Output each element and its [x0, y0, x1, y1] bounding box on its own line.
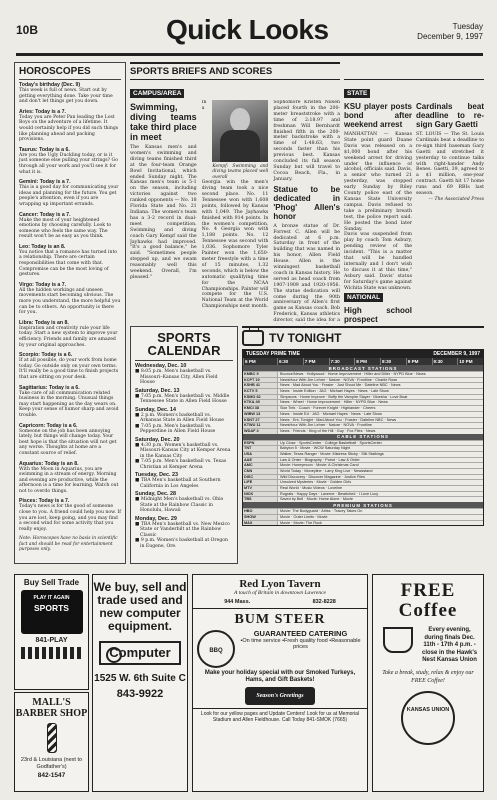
free-coffee-title: FREE Coffee: [398, 580, 458, 621]
state-credit: — The Associated Press: [428, 196, 484, 202]
calendar-event: ■ 7:05 p.m. Men's basketball vs. Texas Christian at Kemper Arena: [135, 459, 233, 470]
time-slot: 9 PM: [406, 358, 432, 365]
channel-name: KSHB 41: [243, 383, 277, 388]
horoscope-entry: [19, 352, 121, 380]
horoscope-text: This is a good day for communicating your ideas and planning for the future. You get people's attention, even if you are wrapping up important errands.: [19, 185, 119, 207]
kansas-union-seal: KANSAS UNION: [401, 691, 455, 745]
tv-section-header: BROADCAST STATIONS: [243, 365, 483, 371]
horoscope-text: Inspiration and creativity rule your life today. Start a new system to improve your efficiency. Friends and family are amazed by your original approaches.: [19, 325, 118, 348]
computer-phone: 843-9922: [116, 688, 164, 700]
page-header: [16, 10, 483, 56]
calendar-event: ■ 7:05 p.m. Men's basketball vs. Pepperdine in Allen Field House: [135, 424, 233, 435]
time-slot: 7:30: [329, 358, 355, 365]
program-listing: Star Trek · Coach · Forever Knight · Highlander · Cheers: [277, 406, 483, 411]
program-listing: Movie: Honeymoon · Movie: A Christmas Carol: [277, 463, 483, 468]
tv-channel-row: [243, 491, 483, 497]
barber-shop-name: MALL'S BARBER SHOP: [15, 697, 88, 719]
cardinals-story: ST. LOUIS — The St. Louis Cardinals beat a deadline to re-sign third baseman Gary Gaetti and stretched it yesterday to continue talks with right-hander Andy Benes. Gaetti, 39, agreed to a $1 million, one-year contract. Gaetti hit 17 home runs and 69 RBIs last season.: [416, 132, 484, 197]
tv-listings: [243, 365, 483, 525]
swim-story-part-1: The Kansas men's and women's swimming and diving teams finished third at the four-team Orange Bowl Invitational, which ended Sunday night. The Kansas men's team is 5-1 on the season, including victories against two ranked opponents — No. 18 Florida State and No. 21 Indiana. The women's team has a 3-2 record in dual-meet competition. Swimming and diving coach Gary Kempf said the Jayhawks had improved. "It's a good balance," he said. "Sometimes people stepped up, and we swam reasonably well this weekend. Overall, I'm pleased.": [130, 145, 197, 280]
program-listing: News · Inside Ed · JAG · Michael Hayes · News · Late Show: [277, 412, 483, 417]
state-columns: [344, 100, 484, 324]
channel-name: KMCI 38: [243, 406, 277, 411]
logo-line-1: PLAY IT AGAIN: [33, 595, 70, 601]
briefs-column-1: [130, 100, 197, 324]
channel-name: TNT: [243, 446, 277, 451]
horoscope-text: All the hidden workings and unseen movements start becoming obvious. The more you understand, the more helpful you can be to others. An opportunity is there for you.: [19, 287, 121, 316]
calendar-title: [135, 331, 233, 361]
tv-channel-row: [243, 417, 483, 423]
tavern-block: [193, 575, 367, 609]
bbq-badge-icon: BBQ: [197, 630, 235, 668]
television-icon: [242, 330, 264, 346]
channel-name: KTWU 11: [243, 423, 277, 428]
tv-channel-row: [243, 399, 483, 405]
program-listing: News · Friends · King of the Hill · Guy · Fox Files · News: [277, 429, 483, 434]
tv-channel-row: [243, 508, 483, 514]
tavern-contact: [193, 599, 367, 605]
horoscope-entry: [19, 498, 121, 532]
catering-services: •On time service •Fresh quality food •Reasonable prices: [240, 637, 361, 651]
horoscope-entry: [19, 461, 121, 495]
tv-channel-row: [243, 411, 483, 417]
tv-channel-row: [243, 468, 483, 474]
catering-info: [238, 630, 363, 668]
horoscope-entry: [19, 423, 121, 457]
tv-channel-row: [243, 422, 483, 428]
horoscope-sign: Capricorn: Today is a 6.: [19, 422, 78, 429]
program-listing: World Today · Moneyline · Larry King Live · Newsstand: [277, 469, 483, 474]
play-it-again-logo: [21, 590, 83, 634]
sports-calendar: [130, 326, 238, 564]
holiday-promo: Make your holiday special with our Smoked Turkeys, Hams, and Gift Baskets!: [204, 669, 356, 683]
calendar-event: ■ TBA Men's basketball at Southern California in Los Angeles: [135, 478, 233, 489]
tv-grid: [242, 349, 484, 526]
tv-header: [242, 326, 484, 346]
calendar-event: ■ 9 p.m. Women's basketball at Oregon in Eugene, Ore.: [135, 538, 233, 549]
time-slot: 10 PM: [457, 358, 483, 365]
tavern-tagline: A touch of Britain in downtown Lawrence: [234, 590, 326, 596]
campus-area-label: CAMPUS/AREA: [130, 89, 184, 98]
horoscope-entry: [19, 82, 121, 105]
tv-channel-row: [243, 496, 483, 502]
swim-story-part-2: In a Georgia win the men's diving team took a nice second place. No. 11 Tennessee won with 1,608 points, followed by Kansas with 1,049. The Jayhawks finished with 914 points. In the women's competition, No. 4 Georgia won with 1,188 points. No. 12 Tennessee was second with 1,036. Sophomore Tyler Painter won the 1,650-meter freestyle with a time of 15 minutes, 1.32 seconds, which is below the automatic qualifying time for the NCAA Championships. Painter will compete for the U.S. National Team at the World Championships next month.: [201, 100, 269, 310]
calendar-day: Wednesday, Dec. 10: [135, 363, 187, 369]
channel-name: SHOW: [243, 515, 277, 520]
program-listing: Bounce/News · Hollywood · Home Improvement · Hiller and Diller · NYPD Blue · News: [277, 372, 483, 377]
free-coffee-ad: [372, 574, 484, 792]
computer-logo: Computer: [99, 641, 181, 665]
horoscope-sign: Aries: Today is a 7.: [19, 108, 66, 115]
time-slot: 8:30: [380, 358, 406, 365]
horoscope-sign: Pisces: Today is a 7.: [19, 498, 70, 505]
briefs-column-3: [273, 100, 340, 324]
tv-channel-row: [243, 474, 483, 480]
calendar-day: Saturday, Dec. 20: [135, 436, 180, 443]
time-slot: 8 PM: [354, 358, 380, 365]
coffee-cup-icon: [383, 627, 413, 653]
photo-caption: Kempf: Swimming and diving teams placed well overall: [212, 164, 269, 180]
calendar-title-line-1: SPORTS: [157, 330, 211, 345]
tv-grid-date: DECEMBER 9, 1997: [433, 351, 480, 357]
program-listing: NewsHour With Jim Lehrer · Nature · NOVA · Frontline: [277, 423, 483, 428]
tavern-address: 944 Mass.: [224, 598, 251, 605]
computer-store-ad: [92, 574, 188, 792]
channel-name: HBO: [243, 509, 277, 514]
tv-channel-row: [243, 377, 483, 383]
photo-face: [230, 108, 250, 132]
program-listing: Up Close · SportsCenter · College Basketball · SportsCenter: [277, 441, 483, 446]
tv-channel-row: [243, 382, 483, 388]
tv-channel-row: [243, 445, 483, 451]
play-it-again-sports-ad: [14, 574, 89, 690]
channel-name: USA: [243, 452, 277, 457]
time-slot: 7 PM: [303, 358, 329, 365]
horoscope-sign: Taurus: Today is a 6.: [19, 146, 70, 153]
date: December 9, 1997: [417, 32, 483, 41]
decorative-strip: [21, 647, 83, 659]
calendar-day: Sunday, Dec. 14: [135, 406, 176, 413]
page-number: 10B: [16, 23, 39, 37]
channel-name: KSNT 27: [243, 418, 277, 423]
program-listing: Law & Order · Biography · Poirot · Law & Order: [277, 458, 483, 463]
horoscope-text: Today's news is for the good of someone close to you. A friend could help you now. If you are lost, keep going, and you may find a second wind for some activity that you really enjoy.: [19, 504, 121, 532]
briefs-title: SPORTS BRIEFS AND SCORES: [130, 62, 340, 80]
bum-steer-title: BUM STEER: [234, 611, 326, 627]
tv-tonight: [242, 326, 484, 564]
calendar-event: ■ 7:05 p.m. Men's basketball vs. Middle Tennessee State in Allen Field House: [135, 394, 233, 405]
calendar-event: ■ 8:05 p.m. Men's basketball vs. Missouri–Kansas City, Allen Field House: [135, 369, 233, 386]
horoscope-sign: Leo: Today is an 8.: [19, 243, 66, 250]
calendar-event: ■ 4:30 p.m. Women's basketball vs. Missouri-Kansas City at Kemper Arena in the Kansas City: [135, 443, 233, 460]
time-slot: 6:30: [277, 358, 303, 365]
channel-name: CNN: [243, 469, 277, 474]
calendar-day: Monday, Dec. 29: [135, 515, 177, 522]
program-listing: News · Ent. Tonight · Mad About You · Frasier · Dateline NBC · News: [277, 418, 483, 423]
program-listing: Unsolved Mysteries · Movie · Golden Girls: [277, 480, 483, 485]
cardinals-headline: Cardinals beat deadline to re-sign Gary Gaetti: [416, 102, 484, 129]
seasons-greetings-banner: Season's Greetings: [245, 687, 315, 705]
bum-steer-body: [193, 628, 367, 670]
time-slot: 6 PM: [243, 358, 277, 365]
channel-name: KCTV 5: [243, 389, 277, 394]
horoscope-sign: Sagittarius: Today is a 6.: [19, 384, 80, 391]
catering-guarantee: GUARANTEED CATERING: [253, 628, 348, 638]
swim-story-part-3: Sophomore Kristen Nilsen placed fourth in the 200-meter breaststroke with a time of 2:18.97 and freshman Will Bernhardt finished fifth in the 200-meter backstroke with a time of 1:48.63, two seconds faster than his previous best. Kansas concluded its fall season Sunday but will travel to Cocoa Beach, Fla., in January.: [273, 100, 340, 182]
computer-address: 1525 W. 6th Suite C: [94, 673, 186, 684]
time-slot: 9:30: [432, 358, 458, 365]
program-listing: Wild Discovery · Discover Magazine · Justice Files: [277, 475, 483, 480]
tv-channel-row: [243, 440, 483, 446]
program-listing: Walker, Texas Ranger · Movie: Mistress Sticky · Silk Stalkings: [277, 452, 483, 457]
statue-story: A bronze statue of Dr. Forrest C. Allen will be dedicated at 6 p.m. Saturday in front of the building that was named in his honor, Allen Field House. Allen is the winningest basketball coach in Kansas history. He served as head coach from 1907-1909 and 1920-1956. The statue dedication will come during the 90th anniversary of Allen's first game as Kansas coach. Bob Frederick, Kansas athletics director, said the idea for a: [273, 223, 340, 324]
ad-phone: 841-PLAY: [35, 637, 68, 644]
channel-name: LIFE: [243, 480, 277, 485]
channel-name: MAX: [243, 521, 277, 526]
program-listing: Movie · Outer Limits · Movie: [277, 515, 483, 520]
horoscope-sign: Gemini: Today is a 7.: [19, 179, 71, 186]
sports-briefs: [130, 62, 340, 324]
calendar-day: Tuesday, Dec. 23: [135, 472, 178, 478]
horoscope-text: You notice that a romance has turned into a relationship. There are certain responsibilities that come with that. Compromise can be the most loving of gestures.: [19, 249, 118, 278]
horoscope-list: [19, 82, 121, 532]
calendar-event: ■ Midnight Men's basketball vs. Ohio State at the Rainbow Classic in Honolulu, Hawaii: [135, 497, 233, 514]
horoscopes-title: HOROSCOPES: [19, 66, 121, 80]
program-listing: NewsHour With Jim Lehrer · Nature · NOVA · Frontline · Charlie Rose: [277, 378, 483, 383]
program-listing: Movie: The Bodyguard · Arliss · Tracey Takes On: [277, 509, 483, 514]
tv-channel-row: [243, 520, 483, 526]
tv-channel-row: [243, 388, 483, 394]
tv-channel-row: [243, 371, 483, 377]
horoscope-sign: Virgo: Today is a 7.: [19, 281, 67, 288]
channel-name: KTKA 49: [243, 400, 277, 405]
horoscope-entry: [19, 282, 121, 316]
calendar-day: Sunday, Dec. 28: [135, 491, 176, 497]
state-label: STATE: [344, 89, 370, 98]
tv-section-header: PREMIUM STATIONS: [243, 502, 483, 508]
calendar-event: ■ TBA Men's basketball vs. New Mexico State or Vanderbilt at the Rainbow Classic: [135, 522, 233, 539]
horoscope-text: Today you are Peter Pan leading the Lost Boys on the adventure of a lifetime. It would certainly help if you did such things like planning ahead and packing provisions.: [19, 114, 119, 143]
briefs-columns: [130, 100, 340, 324]
tv-channel-row: [243, 479, 483, 485]
channel-name: ESPN: [243, 441, 277, 446]
state-title-spacer: [344, 62, 484, 80]
horoscope-text: Are you the Ugly Duckling today, or is it just someone else pulling your strings? Go through all your work and you'll see it for what it is.: [19, 152, 118, 175]
horoscope-entry: [19, 244, 121, 278]
channel-name: NICK: [243, 492, 277, 497]
channel-name: AMC: [243, 463, 277, 468]
channel-name: KSMO 62: [243, 395, 277, 400]
horoscope-text: This week is full of news. Start out by getting everything done. Take your time and don't let things get you down.: [19, 88, 113, 105]
logo-line-2: SPORTS: [34, 603, 69, 613]
tv-channel-row: [243, 457, 483, 463]
horoscope-sign: Aquarius: Today is an 8.: [19, 460, 79, 467]
tv-title: TV TONIGHT: [269, 331, 342, 345]
tv-grid-label: TUESDAY PRIME TIME: [246, 351, 300, 357]
program-listing: Real World · Music Videos · Loveline: [277, 486, 483, 491]
horoscope-entry: [19, 212, 121, 240]
program-listing: Movie · Movie: The Rock: [277, 521, 483, 526]
page-date: [417, 22, 483, 42]
horoscope-text: Take care of all communication related business in the morning. Unusual things may start happening as the day wears on. Keep your sense of humor sharp and avoid trouble.: [19, 390, 119, 418]
horoscope-entry: [19, 109, 121, 143]
statue-headline: Statue to be dedicated in 'Phog' Allen's honor: [273, 184, 340, 221]
channel-name: MTV: [243, 486, 277, 491]
channel-name: KMBC 9: [243, 372, 277, 377]
tv-channel-row: [243, 394, 483, 400]
tv-section-header: CABLE STATIONS: [243, 434, 483, 440]
state-national-news: [344, 62, 484, 324]
horoscope-sign: Libra: Today is an 8.: [19, 319, 69, 326]
program-listing: News · Mad About You · Frasier · Just Shoot Me · Dateline NBC · News: [277, 383, 483, 388]
horoscope-text: If at all possible, do your work from home today. Go outside only on your own terms. It'll really be a good time to finish projects that are sitting on your desk.: [19, 358, 119, 380]
channel-name: TBS: [243, 497, 277, 502]
program-listing: Saved by Bell · Movie: Home Alone · Movie: [277, 497, 483, 502]
ad-headline: Buy Sell Trade: [23, 578, 80, 587]
photo-body: [220, 130, 260, 162]
program-listing: News · Wheel · Home Improvement · Hiller · NYPD Blue · News: [277, 400, 483, 405]
horoscope-entry: [19, 320, 121, 348]
program-listing: Rugrats · Happy Days · Laverne · Bewitched · I Love Lucy: [277, 492, 483, 497]
computer-ad-text: We buy, sell and trade used and new computer equipment.: [93, 580, 187, 633]
tv-channel-row: [243, 514, 483, 520]
national-label: NATIONAL: [344, 293, 383, 302]
tavern-name: Red Lyon Tavern: [239, 578, 321, 590]
briefs-column-2: [202, 100, 269, 324]
coffee-schedule: Every evening, during finals Dec. 11th - 17th 4 p.m. - close in the Hawk's Nest Kansas Union: [421, 627, 478, 663]
tv-channel-row: [243, 451, 483, 457]
ksu-story-part-1: MANHATTAN — Kansas State point guard Duane Davis was released on a $1,000 bond after his weekend arrest for driving under the influence of alcohol, officials said. Davis, a senior who turned 21 yesterday, was stopped early Sunday by Riley County police east of the Kansas State University campus. Davis refused to take a preliminary breath test, the police report said. He posted the bond later Sunday.: [344, 132, 412, 232]
horoscope-entry: [19, 179, 121, 207]
horoscope-sign: Cancer: Today is a 7.: [19, 211, 71, 218]
calendar-event: ■ 2 p.m. Women's basketball vs. Arkansas State in Allen Field House: [135, 413, 233, 424]
tavern-phone: 832-8228: [312, 598, 336, 605]
horoscope-text: Someone on the job has been annoying lately, but things will change today. Your best hope is that the situation will not get any worse. Thoughts at home are a constant source of relief.: [19, 428, 117, 456]
page-title: Quick Looks: [166, 14, 329, 45]
calendar-day: Saturday, Dec. 13: [135, 387, 180, 394]
horoscope-sign: Today's birthday (Dec. 9): [19, 82, 81, 88]
barber-shop-ad: [14, 692, 89, 792]
horoscope-text: With the Moon in Aquarius, you are swimming in a stream of energy. Morning and evening are productive, while the afternoon is a time for learning. Watch out not to overdo things.: [19, 466, 119, 494]
coach-photo: [212, 100, 268, 162]
tv-channel-row: [243, 485, 483, 491]
calendar-title-line-2: CALENDAR: [147, 343, 221, 358]
barber-phone: 842-1547: [37, 772, 66, 779]
program-listing: Babylon 5 · Movie · WCW Saturday Night: [277, 446, 483, 451]
channel-name: KCPT 19: [243, 378, 277, 383]
coffee-slogan: Take a break, study, relax & enjoy our FREE Coffee!: [382, 669, 474, 684]
program-listing: News · Inside Edition · JAG · Michael Hayes · News · Late Show: [277, 389, 483, 394]
horoscope-entry: [19, 147, 121, 175]
state-column-2: [416, 100, 484, 324]
horoscopes-box: [14, 62, 126, 564]
channel-name: WIBW 13: [243, 412, 277, 417]
channel-name: DISC: [243, 475, 277, 480]
horoscope-entry: [19, 385, 121, 419]
barber-address: 23rd & Louisiana (next to Godfather's): [20, 757, 83, 770]
tavern-bbq-ad: [192, 574, 368, 792]
program-listing: Simpsons · Home Improve · Buffy the Vampire Slayer · Moesha · Love Boat: [277, 395, 483, 400]
barber-pole-icon: [47, 723, 57, 753]
channel-name: A&E: [243, 458, 277, 463]
tv-channel-row: [243, 405, 483, 411]
prospect-headline: High school prospect: [344, 306, 412, 324]
ksu-headline: KSU player posts bond after weekend arrest: [344, 102, 412, 129]
state-column-1: [344, 100, 412, 324]
bum-steer-footer: Look for our yellow pages and Update Centers! Look for us at Memorial Stadium and Allen Fieldhouse. Call Today 841-SMOK (7665): [193, 708, 367, 725]
tv-grid-bar: [243, 350, 483, 358]
ksu-story-part-2: Davis was suspended from play by coach Tom Asbury, pending review of the incident. "This is a matter that will be handled internally and I don't wish to discuss it at this time," Asbury said. Davis' status for Saturday's game against Wichita State was unknown.: [344, 232, 412, 291]
swim-headline: Swimming, diving teams take third place in meet: [130, 102, 197, 142]
horoscope-sign: Scorpio: Today is a 6.: [19, 352, 73, 359]
channel-name: WDAF 4: [243, 429, 277, 434]
tv-channel-row: [243, 462, 483, 468]
horoscope-disclaimer: Note: Horoscopes have no basis in scientific fact and should be read for entertainment purposes only.: [19, 536, 118, 553]
tv-channel-row: [243, 428, 483, 434]
tv-time-header: [243, 358, 483, 365]
horoscope-text: Make the most of your heightened emotions by choosing carefully. Look to someone who feels the same way. The result won't be as easy as you think.: [19, 217, 112, 240]
weekday: Tuesday: [452, 22, 483, 31]
